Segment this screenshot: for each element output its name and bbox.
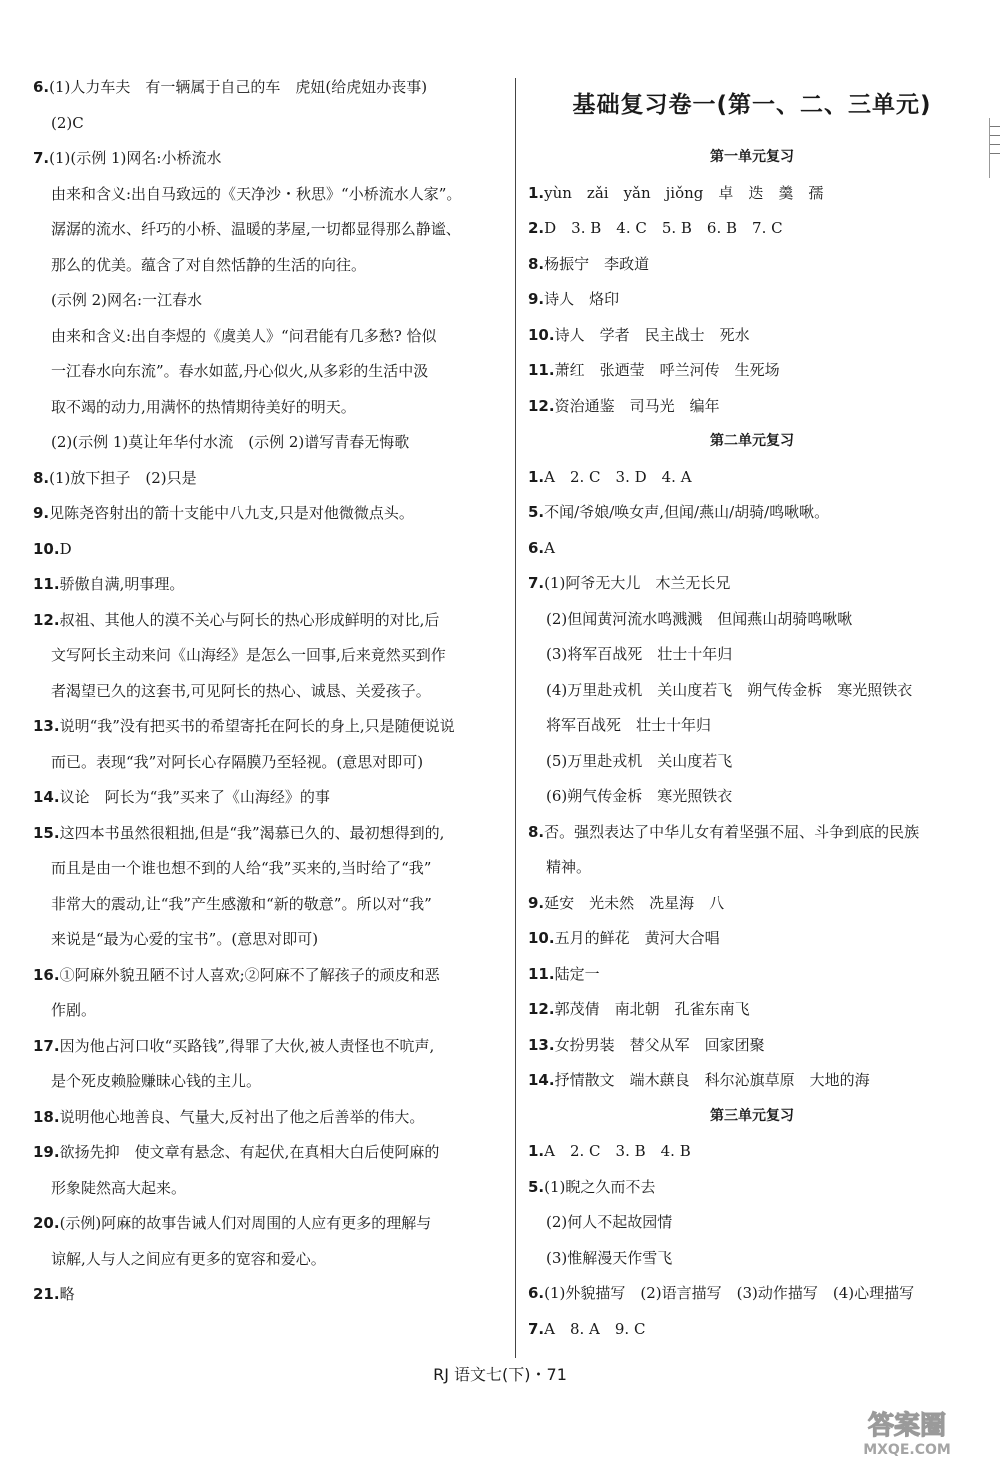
item-text: 郭茂倩 南北朝 孔雀东南飞 [554, 1000, 750, 1018]
item-number: 5. [528, 1177, 545, 1196]
item-number: 12. [528, 396, 555, 415]
item-text: 不闻/爷娘/唤女声,但闻/燕山/胡骑/鸣啾啾。 [544, 503, 830, 521]
answer-item [33, 958, 503, 994]
item-text: 因为他占河口收“买路钱”,得罪了大伙,被人责怪也不吭声, [59, 1036, 435, 1055]
item-number: 6. [33, 78, 50, 96]
item-text: A 2. C 3. D 4. A [544, 467, 692, 486]
item-number: 12. [528, 1000, 555, 1018]
item-text: 诗人 烙印 [544, 290, 620, 308]
item-text: (1)人力车夫 有一辆属于自己的车 虎妞(给虎妞办丧事) [49, 78, 428, 96]
item-text: (1)阿爷无大儿 木兰无长兄 [544, 574, 731, 592]
item-number: 10. [528, 929, 555, 947]
answer-item [528, 1134, 976, 1170]
answer-continuation: 作剧。 [51, 1001, 97, 1019]
answer-continuation: (4)万里赴戎机 关山度若飞 朔气传金柝 寒光照铁衣 [546, 680, 913, 699]
item-text: yùn zǎi yǎn jiǒng 卓 迭 羹 孺 [544, 183, 824, 202]
answer-item [33, 1277, 503, 1313]
answer-item [528, 921, 976, 957]
item-number: 16. [33, 965, 60, 984]
answer-continuation: (2)C [51, 113, 84, 132]
answer-item [528, 282, 976, 318]
item-number: 14. [33, 788, 60, 806]
item-number: 1. [528, 467, 545, 486]
item-text: 陆定一 [554, 964, 600, 983]
answer-continuation: (2)何人不起故园情 [546, 1213, 673, 1231]
answer-item [528, 1028, 976, 1064]
item-number: 11. [33, 575, 60, 593]
answer-continuation: 而且是由一个谁也想不到的人给“我”买来的,当时给了“我” [51, 859, 432, 877]
answer-item [528, 495, 976, 531]
left-column [33, 70, 503, 1313]
item-number: 12. [33, 610, 60, 629]
item-text: 诗人 学者 民主战士 死水 [554, 325, 750, 344]
item-number: 6. [528, 1284, 545, 1302]
item-number: 1. [528, 1142, 545, 1160]
item-number: 15. [33, 823, 60, 842]
answer-item [528, 389, 976, 425]
item-number: 13. [528, 1035, 555, 1054]
item-number: 11. [528, 361, 555, 379]
answer-item [528, 886, 976, 922]
answer-item [33, 1206, 503, 1242]
item-text: (1)放下担子 (2)只是 [49, 468, 197, 487]
item-text: (1)外貌描写 (2)语言描写 (3)动作描写 (4)心理描写 [544, 1284, 915, 1302]
item-number: 20. [33, 1214, 60, 1232]
item-text: 杨振宁 李政道 [544, 254, 650, 273]
item-text: (1)睨之久而不去 [544, 1177, 656, 1196]
answer-item [33, 461, 503, 497]
answer-continuation: (6)朔气传金柝 寒光照铁衣 [546, 787, 733, 805]
answer-continuation: (2)(示例 1)莫让年华付水流 (示例 2)谱写青春无悔歌 [51, 433, 410, 451]
item-text: 骄傲自满,明事理。 [59, 575, 185, 593]
item-text: 女扮男装 替父从军 回家团聚 [554, 1035, 765, 1054]
answer-continuation: (3)将军百战死 壮士十年归 [546, 645, 733, 663]
item-text: 萧红 张迺莹 呼兰河传 生死场 [554, 361, 780, 379]
item-text: D [59, 539, 72, 558]
right-column [528, 70, 976, 1347]
answer-item [33, 496, 503, 532]
item-number: 21. [33, 1285, 60, 1303]
answer-item [33, 1135, 503, 1171]
answer-continuation: 而已。表现“我”对阿长心存隔膜乃至轻视。(意思对即可) [51, 752, 424, 771]
item-text: 见陈尧咨射出的箭十支能中八九支,只是对他微微点头。 [49, 504, 414, 522]
item-text: 五月的鲜花 黄河大合唱 [554, 929, 720, 947]
item-number: 19. [33, 1143, 60, 1161]
item-text: (1)(示例 1)网名:小桥流水 [49, 149, 222, 167]
item-number: 9. [33, 504, 50, 522]
item-number: 14. [528, 1071, 555, 1089]
answer-item [33, 780, 503, 816]
answer-item [33, 603, 503, 639]
item-text: 欲扬先抑 使文章有悬念、有起伏,在真相大白后使阿麻的 [59, 1143, 440, 1161]
answer-continuation: 由来和含义:出自李煜的《虞美人》“问君能有几多愁? 恰似 [51, 326, 437, 345]
answer-continuation: (2)但闻黄河流水鸣溅溅 但闻燕山胡骑鸣啾啾 [546, 609, 853, 628]
item-text: 说明“我”没有把买书的希望寄托在阿长的身上,只是随便说说 [59, 717, 455, 735]
answer-continuation: 来说是“最为心爱的宝书”。(意思对即可) [51, 930, 319, 948]
item-text: (示例)阿麻的故事告诫人们对周围的人应有更多的理解与 [59, 1214, 432, 1232]
item-number: 2. [528, 219, 545, 237]
answer-continuation: 精神。 [546, 858, 592, 876]
answer-continuation: 文写阿长主动来问《山海经》是怎么一回事,后来竟然买到作 [51, 646, 446, 664]
answer-continuation: 那么的优美。蕴含了对自然恬静的生活的向往。 [51, 255, 367, 274]
answer-item [33, 567, 503, 603]
item-text: 延安 光未然 冼星海 八 [544, 893, 725, 912]
item-text: 略 [59, 1285, 75, 1303]
answer-item [33, 1100, 503, 1136]
answer-item [528, 531, 976, 567]
item-number: 9. [528, 893, 545, 912]
item-text: 否。强烈表达了中华儿女有着坚强不屈、斗争到底的民族 [544, 822, 920, 841]
item-number: 13. [33, 717, 60, 735]
answer-continuation: 潺潺的流水、纤巧的小桥、温暖的茅屋,一切都显得那么静谧、 [51, 220, 461, 238]
answer-item [528, 566, 976, 602]
item-number: 10. [33, 539, 60, 558]
answer-continuation: 将军百战死 壮士十年归 [546, 716, 712, 734]
answer-continuation: 非常大的震动,让“我”产生感激和“新的敬意”。所以对“我” [51, 894, 432, 913]
item-text: 这四本书虽然很粗拙,但是“我”渴慕已久的、最初想得到的, [59, 823, 445, 842]
item-number: 10. [528, 325, 555, 344]
answer-item [33, 709, 503, 745]
answer-item [33, 1029, 503, 1065]
answer-continuation: (示例 2)网名:一江春水 [51, 291, 203, 309]
item-number: 11. [528, 964, 555, 983]
binding-edge-mark [989, 118, 1000, 178]
answer-continuation: 是个死皮赖脸赚昧心钱的主儿。 [51, 1072, 262, 1090]
answer-item [528, 1276, 976, 1312]
item-text: D 3. B 4. C 5. B 6. B 7. C [544, 219, 783, 237]
item-number: 8. [33, 468, 50, 487]
item-number: 17. [33, 1036, 60, 1055]
answer-item [528, 247, 976, 283]
item-text: A 2. C 3. B 4. B [544, 1142, 691, 1160]
page-title: 基础复习卷一(第一、二、三单元) [572, 92, 932, 118]
item-number: 5. [528, 503, 545, 521]
watermark-url: MXQE.COM [863, 1442, 951, 1458]
item-number: 9. [528, 290, 545, 308]
answer-item [528, 460, 976, 496]
item-text: 说明他心地善良、气量大,反衬出了他之后善举的伟大。 [59, 1107, 425, 1126]
item-text: 议论 阿长为“我”买来了《山海经》的事 [59, 788, 330, 806]
answer-item [528, 318, 976, 354]
answer-item [528, 957, 976, 993]
item-text: ①阿麻外貌丑陋不讨人喜欢;②阿麻不了解孩子的顽皮和恶 [59, 965, 440, 984]
page-footer: RJ 语文七(下)・71 [433, 1365, 567, 1384]
answer-continuation: 取不竭的动力,用满怀的热情期待美好的明天。 [51, 397, 356, 416]
answer-item [528, 176, 976, 212]
item-text: A [544, 538, 555, 557]
answer-item [528, 1312, 976, 1348]
answer-item [33, 70, 503, 106]
column-divider [515, 78, 516, 1358]
item-number: 7. [33, 149, 50, 167]
item-number: 8. [528, 254, 545, 273]
item-text: A 8. A 9. C [544, 1319, 646, 1338]
item-number: 7. [528, 574, 545, 592]
item-number: 6. [528, 538, 545, 557]
answer-item [528, 992, 976, 1028]
item-text: 抒情散文 端木蕻良 科尔沁旗草原 大地的海 [554, 1071, 870, 1089]
answer-continuation: 由来和含义:出自马致远的《天净沙・秋思》“小桥流水人家”。 [51, 184, 462, 203]
answer-item [528, 353, 976, 389]
answer-continuation: 谅解,人与人之间应有更多的宽容和爱心。 [51, 1249, 326, 1268]
item-text: 叔祖、其他人的漠不关心与阿长的热心形成鲜明的对比,后 [59, 610, 440, 629]
answer-continuation: 一江春水向东流”。春水如蓝,丹心似火,从多彩的生活中汲 [51, 362, 429, 380]
item-number: 7. [528, 1319, 545, 1338]
section-heading: 第三单元复习 [710, 1107, 794, 1124]
answer-continuation: 形象陡然高大起来。 [51, 1178, 187, 1197]
answer-continuation: (5)万里赴戎机 关山度若飞 [546, 751, 733, 770]
section-heading: 第二单元复习 [710, 433, 794, 449]
section-heading: 第一单元复习 [710, 149, 794, 165]
item-number: 8. [528, 822, 545, 841]
right-column-body [528, 140, 976, 1347]
watermark-logo [832, 1410, 982, 1458]
answer-item [33, 141, 503, 177]
item-text: 资治通鉴 司马光 编年 [554, 396, 720, 415]
answer-item [528, 211, 976, 247]
watermark-text: 答案圈 [867, 1411, 947, 1441]
item-number: 1. [528, 183, 545, 202]
answer-item [33, 816, 503, 852]
answer-item [528, 815, 976, 851]
answer-item [528, 1063, 976, 1099]
item-number: 18. [33, 1107, 60, 1126]
answer-continuation: (3)惟解漫天作雪飞 [546, 1248, 673, 1267]
answer-item [33, 532, 503, 568]
answer-continuation: 者渴望已久的这套书,可见阿长的热心、诚恳、关爱孩子。 [51, 681, 431, 700]
answer-item [528, 1170, 976, 1206]
